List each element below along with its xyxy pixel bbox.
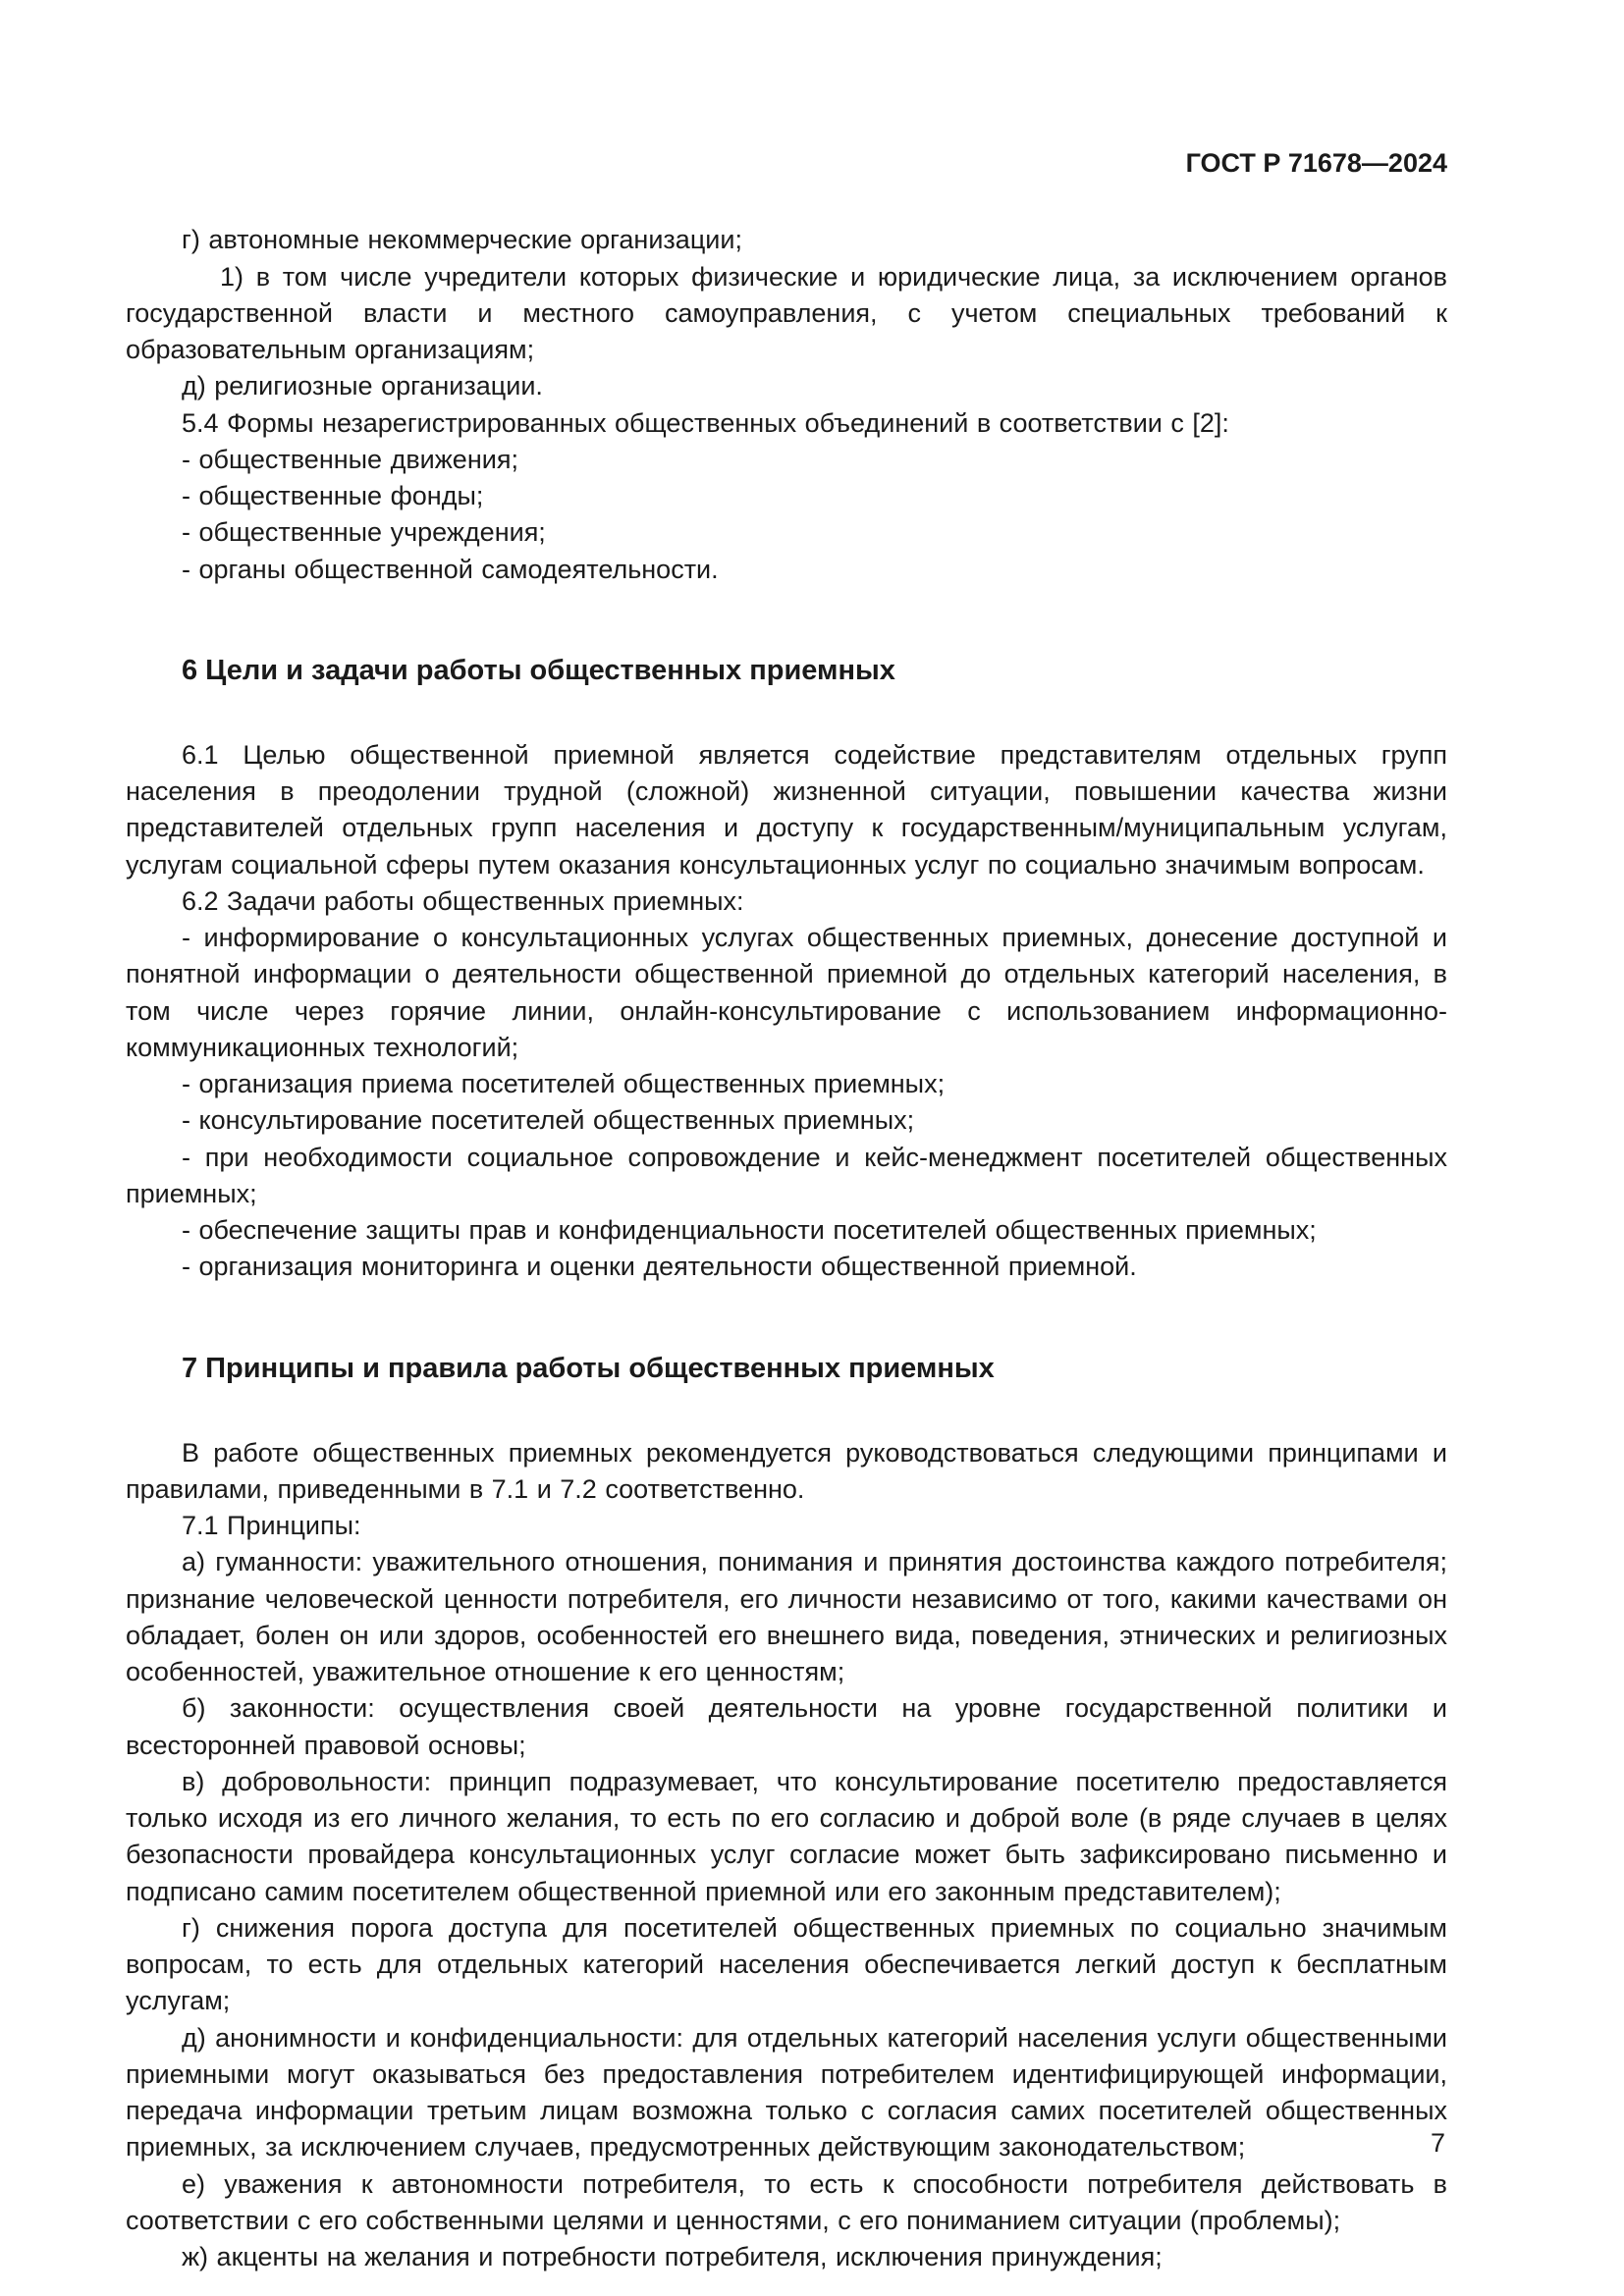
paragraph: в) добровольности: принцип подразумевает, что консультирование посетителю предоставляется только исходя из его личного желания, то есть по его согласию и доброй воле (в ряде случаев в целях безопасности провайдера консультационных услуг согласие может быть зафиксировано письменно и подписано самим посетителем общественной приемной или его законным представителем); xyxy=(126,1766,1447,1906)
document-header xyxy=(126,147,1447,179)
page-number: 7 xyxy=(1430,2128,1445,2158)
paragraph: е) уважения к автономности потребителя, то есть к способности потребителя действовать в соответствии с его собственными целями и ценностями, с его пониманием ситуации (проблемы); xyxy=(126,2168,1447,2235)
paragraph: - организация приема посетителей общественных приемных; xyxy=(182,1069,946,1099)
section-heading: 7 Принципы и правила работы общественных приемных xyxy=(182,1352,995,1384)
page-footer xyxy=(1431,2128,1445,2159)
document-body xyxy=(126,222,1447,2275)
paragraph: - общественные движения; xyxy=(182,444,518,474)
paragraph: - обеспечение защиты прав и конфиденциальности посетителей общественных приемных; xyxy=(182,1215,1317,1246)
paragraph: - общественные учреждения; xyxy=(182,517,546,548)
standard-number: ГОСТ Р 71678—2024 xyxy=(1185,148,1447,178)
paragraph: ж) акценты на желания и потребности потребителя, исключения принуждения; xyxy=(182,2242,1163,2272)
paragraph: - при необходимости социальное сопровождение и кейс-менеджмент посетителей общественных приемных; xyxy=(126,1142,1447,1208)
paragraph: - информирование о консультационных услугах общественных приемных, донесение доступной и понятной информации о деятельности общественной приемной до отдельных категорий населения, в том числе через горячие линии, онлайн-консультирование с использованием информационно-коммуникационных технологий; xyxy=(126,923,1447,1062)
paragraph: г) автономные некоммерческие организации; xyxy=(182,225,742,255)
paragraph: В работе общественных приемных рекомендуется руководствоваться следующими принципами и правилами, приведенными в 7.1 и 7.2 соответственно. xyxy=(126,1437,1447,1504)
paragraph: 6.1 Целью общественной приемной является содействие представителям отдельных групп населения в преодолении трудной (сложной) жизненной ситуации, повышении качества жизни представителей отдельных групп населения и доступу к государственным/муниципальным услугам, услугам социальной сферы путем оказания консультационных услуг по социально значимым вопросам. xyxy=(126,739,1447,880)
paragraph: 5.4 Формы незарегистрированных общественных объединений в соответствии с [2]: xyxy=(182,407,1229,438)
paragraph: - общественные фонды; xyxy=(182,481,484,511)
paragraph: - организация мониторинга и оценки деятельности общественной приемной. xyxy=(182,1252,1137,1282)
paragraph: 6.2 Задачи работы общественных приемных: xyxy=(182,885,744,916)
paragraph: а) гуманности: уважительного отношения, понимания и принятия достоинства каждого потребителя; признание человеческой ценности потребителя, его личности независимо от того, какими качествами он обладает, болен он или здоров, особенностей его внешнего вида, поведения, этнических и религиозных особенностей, уважительное отношение к его ценностям; xyxy=(126,1547,1447,1687)
paragraph: 1) в том числе учредители которых физические и юридические лица, за исключением органов государственной власти и местного самоуправления, с учетом специальных требований к образовательным организациям; xyxy=(126,261,1447,365)
paragraph: д) анонимности и конфиденциальности: для отдельных категорий населения услуги общественными приемными могут оказываться без предоставления потребителем идентифицирующей информации, передача информации третьим лицам возможна только с согласия самих посетителей общественных приемных, за исключением случаев, предусмотренных действующим законодательством; xyxy=(126,2022,1447,2163)
paragraph: г) снижения порога доступа для посетителей общественных приемных по социально значимым вопросам, то есть для отдельных категорий населения обеспечивается легкий доступ к бесплатным услугам; xyxy=(126,1912,1447,2016)
paragraph: - органы общественной самодеятельности. xyxy=(182,554,719,584)
paragraph: - консультирование посетителей общественных приемных; xyxy=(182,1105,915,1136)
paragraph: д) религиозные организации. xyxy=(182,371,543,401)
section-heading: 6 Цели и задачи работы общественных приемных xyxy=(182,654,895,686)
paragraph: б) законности: осуществления своей деятельности на уровне государственной политики и всесторонней правовой основы; xyxy=(126,1693,1447,1760)
paragraph: 7.1 Принципы: xyxy=(182,1511,361,1541)
